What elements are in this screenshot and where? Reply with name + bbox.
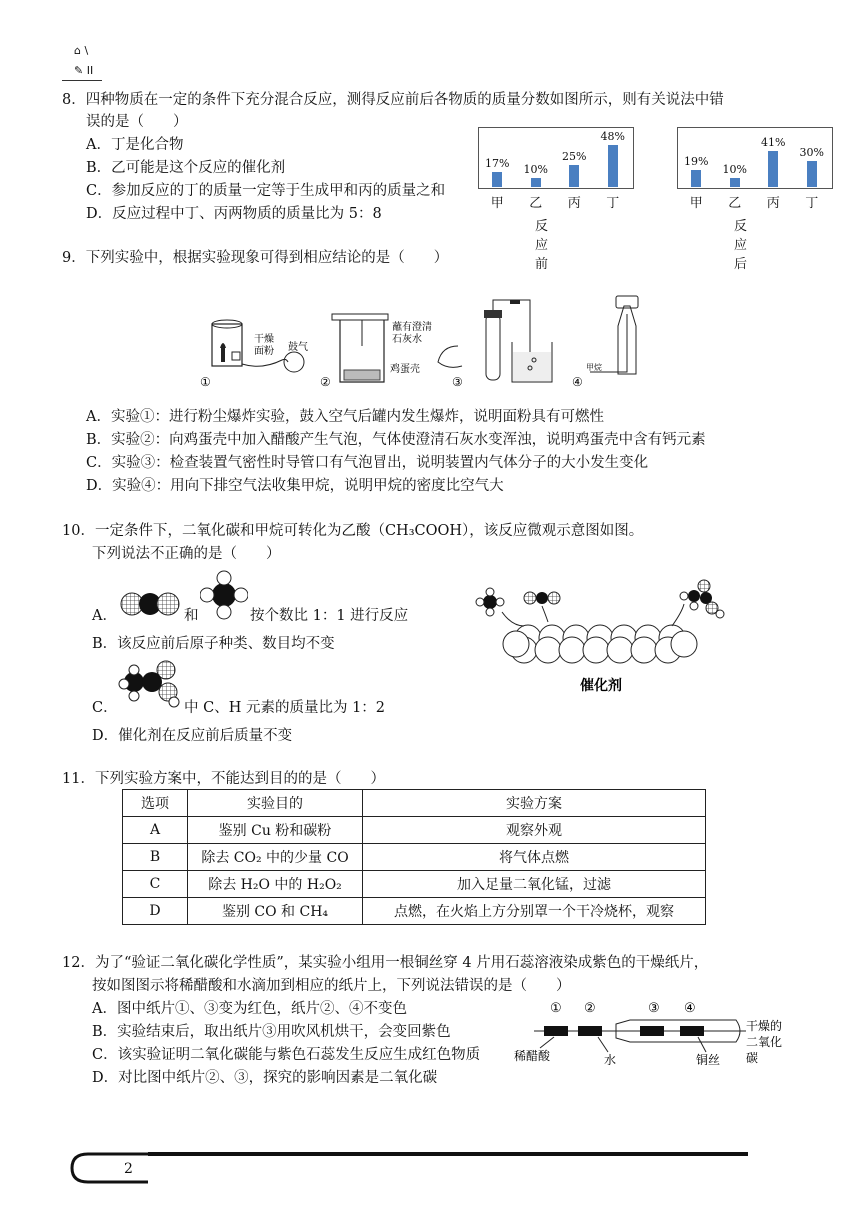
q10-option-a-prefix: A． xyxy=(92,608,117,624)
product-acetic-acid-icon xyxy=(680,580,724,618)
fig-num-2: ② xyxy=(584,1001,596,1016)
fig-num-3: ③ xyxy=(452,375,463,389)
table-cell: 观察外观 xyxy=(363,817,706,844)
table-cell: 鉴别 Cu 粉和碳粉 xyxy=(188,817,363,844)
catalyst-micro-figure xyxy=(472,572,732,698)
candle xyxy=(221,348,225,362)
label-acid: 稀醋酸 xyxy=(514,1049,551,1063)
table-row xyxy=(123,844,706,871)
fig-num-2: ② xyxy=(320,375,331,389)
table-header-method: 实验方案 xyxy=(363,790,706,817)
label-co2-line1: 干燥的 xyxy=(746,1019,783,1033)
q10-option-b: B．该反应前后原子种类、数目均不变 xyxy=(92,636,335,652)
chart-bar xyxy=(569,165,579,187)
q12-stem-line1: 12．为了“验证二氧化碳化学性质”，某实验小组用一根铜丝穿 4 片用石蕊溶液染成紫色的干燥纸片， xyxy=(62,955,709,971)
o-atom xyxy=(157,593,179,615)
hand xyxy=(438,346,462,367)
h-atom xyxy=(129,665,139,675)
chart-category-label: 甲 xyxy=(689,196,703,211)
q9-option-b: B．实验②：向鸡蛋壳中加入醋酸产生气泡，气体使澄清石灰水变浑浊，说明鸡蛋壳中含有钙元素 xyxy=(86,432,706,448)
q10-option-a-and: 和 xyxy=(184,608,199,624)
label-co2-line2: 二氧化 xyxy=(746,1035,783,1049)
table-cell: 鉴别 CO 和 CH₄ xyxy=(188,898,363,925)
q8-option-c: C．参加反应的丁的质量一定等于生成甲和丙的质量之和 xyxy=(86,183,446,199)
chart-title: 反应前 xyxy=(535,219,549,272)
glass-plate xyxy=(332,314,388,320)
arrow-out-icon xyxy=(672,604,684,626)
q8-option-a: A．丁是化合物 xyxy=(86,137,184,153)
paper-strip-4 xyxy=(680,1026,704,1036)
fig-num-3: ③ xyxy=(648,1001,660,1016)
q12-stem-line2: 按如图图示将稀醋酸和水滴加到相应的纸片上，下列说法错误的是（ ） xyxy=(92,978,571,994)
catalyst-surface xyxy=(503,625,697,663)
q10-option-c-suffix: 中 C、H 元素的质量比为 1：2 xyxy=(184,700,386,716)
chart-data-label: 41% xyxy=(761,136,786,149)
table-row xyxy=(123,898,706,925)
chart-bar xyxy=(768,151,778,187)
chart-category-label: 丁 xyxy=(606,196,620,211)
catalyst-label: 催化剂 xyxy=(580,678,622,694)
q11-stem: 11．下列实验方案中，不能达到目的的是（ ） xyxy=(62,771,385,787)
chart-bar xyxy=(807,161,817,187)
flour-dish xyxy=(232,352,240,360)
reactant-co2-icon xyxy=(524,592,560,604)
c-atom xyxy=(212,583,236,607)
acetic-acid-molecule-icon xyxy=(118,658,184,708)
table-header-option: 选项 xyxy=(123,790,188,817)
table-cell: 将气体点燃 xyxy=(363,844,706,871)
chart-category-label: 丁 xyxy=(805,196,819,211)
table-cell: 除去 H₂O 中的 H₂O₂ xyxy=(188,871,363,898)
table-cell: 点燃，在火焰上方分别罩一个干冷烧杯，观察 xyxy=(363,898,706,925)
q10-option-a-suffix: 按个数比 1：1 进行反应 xyxy=(250,608,409,624)
q8-option-d: D．反应过程中丁、丙两物质的质量比为 5：8 xyxy=(86,206,382,222)
eggshell-pile xyxy=(344,370,380,380)
chart-category-label: 乙 xyxy=(728,196,742,211)
chart-bar xyxy=(531,178,541,187)
chart-bar xyxy=(691,170,701,187)
chart-bar xyxy=(730,178,740,187)
label-co2-line3: 碳 xyxy=(746,1051,759,1065)
table-cell: D xyxy=(123,898,188,925)
chart-title: 反应后 xyxy=(734,219,748,272)
q9-option-a: A．实验①：进行粉尘爆炸实验，鼓入空气后罐内发生爆炸，说明面粉具有可燃性 xyxy=(86,409,604,425)
h-atom xyxy=(119,679,129,689)
header-mark-2 xyxy=(74,64,93,77)
chart-data-label: 19% xyxy=(684,155,709,168)
paper-strip-2 xyxy=(578,1026,602,1036)
q12-option-b: B．实验结束后，取出纸片③用吹风机烘干，会变回紫色 xyxy=(92,1024,451,1040)
q10-stem-line1: 10．一定条件下，二氧化碳和甲烷可转化为乙酸（CH₃COOH），该反应微观示意图如图。 xyxy=(62,523,644,539)
tube-clamp xyxy=(510,300,520,304)
chart-bar xyxy=(492,172,502,187)
q12-apparatus-figure xyxy=(510,996,798,1068)
table-row xyxy=(123,817,706,844)
label-methane: 甲烷 xyxy=(586,363,602,372)
label-blow: 鼓气 xyxy=(288,342,308,353)
q12-option-d: D．对比图中纸片②、③，探究的影响因素是二氧化碳 xyxy=(92,1070,438,1086)
wire-leader xyxy=(698,1037,706,1052)
q10-stem-line2: 下列说法不正确的是（ ） xyxy=(92,546,281,562)
house-icon: ⌂ xyxy=(74,44,81,57)
edit-icon: ✎ xyxy=(74,64,84,77)
h-atom xyxy=(169,697,179,707)
chart-data-label: 10% xyxy=(722,163,747,176)
chart-data-label: 25% xyxy=(562,150,587,163)
label-eggshell: 鸡蛋壳 xyxy=(390,364,420,375)
page-number: 2 xyxy=(124,1161,133,1177)
header-mark-1-text: \ xyxy=(84,44,89,57)
label-lime-2: 石灰水 xyxy=(392,334,422,345)
chart-data-label: 10% xyxy=(523,163,548,176)
fig-num-4: ④ xyxy=(572,375,583,389)
air-tube xyxy=(242,359,288,366)
q8-option-b: B．乙可能是这个反应的催化剂 xyxy=(86,160,286,176)
table-header-purpose: 实验目的 xyxy=(188,790,363,817)
chart-bar xyxy=(608,145,618,187)
label-lime-1: 蘸有澄清 xyxy=(392,322,432,333)
q10-option-c-prefix: C． xyxy=(92,700,118,716)
h-atom xyxy=(200,588,214,602)
acid-leader xyxy=(540,1037,554,1048)
reactant-ch4-icon xyxy=(476,588,504,616)
table-row xyxy=(123,871,706,898)
q8-stem-line2: 误的是（ ） xyxy=(86,114,188,130)
footer-page-frame xyxy=(68,1150,752,1186)
water-leader xyxy=(598,1037,608,1052)
header-mark-1 xyxy=(74,44,88,57)
chart-data-label: 17% xyxy=(485,157,510,170)
fig-num-1: ① xyxy=(200,375,211,389)
q8-stem-line1: 8．四种物质在一定的条件下充分混合反应，测得反应前后各物质的质量分数如图所示，则有关说法中错 xyxy=(62,92,724,108)
paper-strip-3 xyxy=(640,1026,664,1036)
co2-molecule-icon xyxy=(118,588,182,618)
chart-category-label: 甲 xyxy=(490,196,504,211)
chart-data-label: 30% xyxy=(799,146,824,159)
label-dry-flour-1: 干燥 xyxy=(254,334,274,345)
q9-apparatus-figure xyxy=(190,286,670,390)
label-water: 水 xyxy=(604,1053,617,1067)
stopper xyxy=(484,310,502,318)
h-atom xyxy=(234,588,248,602)
chart-category-label: 丙 xyxy=(766,196,780,211)
label-wire: 铜丝 xyxy=(696,1053,721,1067)
bellows-bulb xyxy=(284,352,304,372)
table-header-row xyxy=(123,790,706,817)
chart-data-label: 48% xyxy=(600,130,625,143)
h-atom xyxy=(217,571,231,585)
q9-stem: 9．下列实验中，根据实验现象可得到相应结论的是（ ） xyxy=(62,250,449,266)
table-cell: 除去 CO₂ 中的少量 CO xyxy=(188,844,363,871)
table-cell: A xyxy=(123,817,188,844)
q11-table xyxy=(122,789,706,925)
q12-option-a: A．图中纸片①、③变为红色，纸片②、④不变色 xyxy=(92,1001,407,1017)
q12-option-c: C．该实验证明二氧化碳能与紫色石蕊发生反应生成红色物质 xyxy=(92,1047,481,1063)
h-atom xyxy=(217,605,231,619)
table-cell: C xyxy=(123,871,188,898)
q9-option-c: C．实验③：检查装置气密性时导管口有气泡冒出，说明装置内气体分子的大小发生变化 xyxy=(86,455,649,471)
paper-strip-1 xyxy=(544,1026,568,1036)
test-tube xyxy=(486,314,500,380)
q9-option-d: D．实验④：用向下排空气法收集甲烷，说明甲烷的密度比空气大 xyxy=(86,478,504,494)
label-dry-flour-2: 面粉 xyxy=(254,346,274,357)
q10-option-d: D．催化剂在反应前后质量不变 xyxy=(92,728,293,744)
header-mark-2-text: II xyxy=(86,64,94,77)
table-cell: 加入足量二氧化锰，过滤 xyxy=(363,871,706,898)
table-cell: B xyxy=(123,844,188,871)
arrow-in-1-icon xyxy=(502,612,524,626)
chart-category-label: 丙 xyxy=(567,196,581,211)
arrow-in-2-icon xyxy=(542,606,548,622)
fig-num-1: ① xyxy=(550,1001,562,1016)
header-divider xyxy=(62,80,102,81)
h-atom xyxy=(129,691,139,701)
ch4-molecule-icon xyxy=(200,570,248,620)
chart-category-label: 乙 xyxy=(529,196,543,211)
candle-flame-icon xyxy=(220,343,226,348)
fig-num-4: ④ xyxy=(684,1001,696,1016)
